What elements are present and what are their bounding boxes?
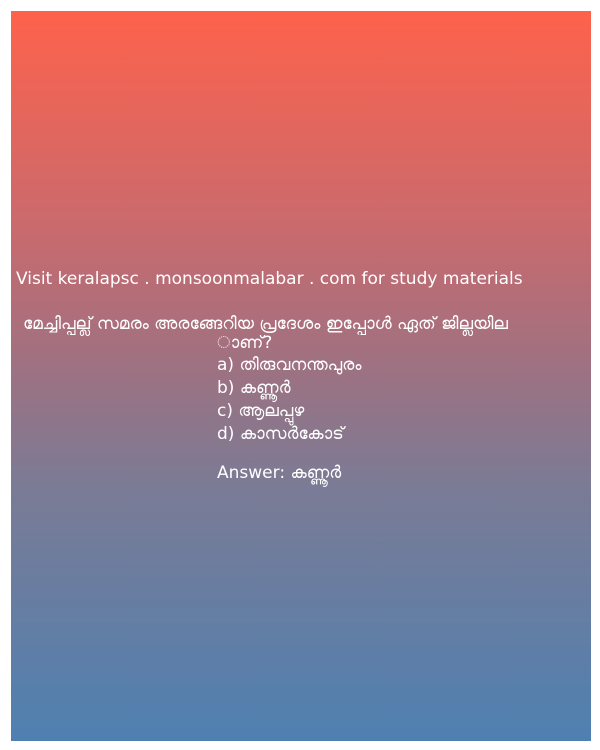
option-d: d) കാസർകോട് [217, 424, 344, 444]
options-list [217, 354, 361, 446]
answer-text: Answer: കണ്ണൂർ [217, 463, 342, 483]
quiz-card [11, 11, 591, 741]
option-c: c) ആലപ്പുഴ [217, 401, 305, 421]
question-text-continued: ാണ്? [217, 333, 273, 353]
option-a: a) തിരുവനന്തപുരം [217, 355, 362, 375]
question-text: മേച്ചിപ്പല്ല് സമരം അരങ്ങേറിയ പ്രദേശം ഇപ്പോൾ ഏത് ജില്ലയില [23, 314, 508, 334]
promo-text: Visit keralapsc . monsoonmalabar . com for study materials [16, 269, 523, 289]
option-b: b) കണ്ണൂർ [217, 378, 291, 398]
